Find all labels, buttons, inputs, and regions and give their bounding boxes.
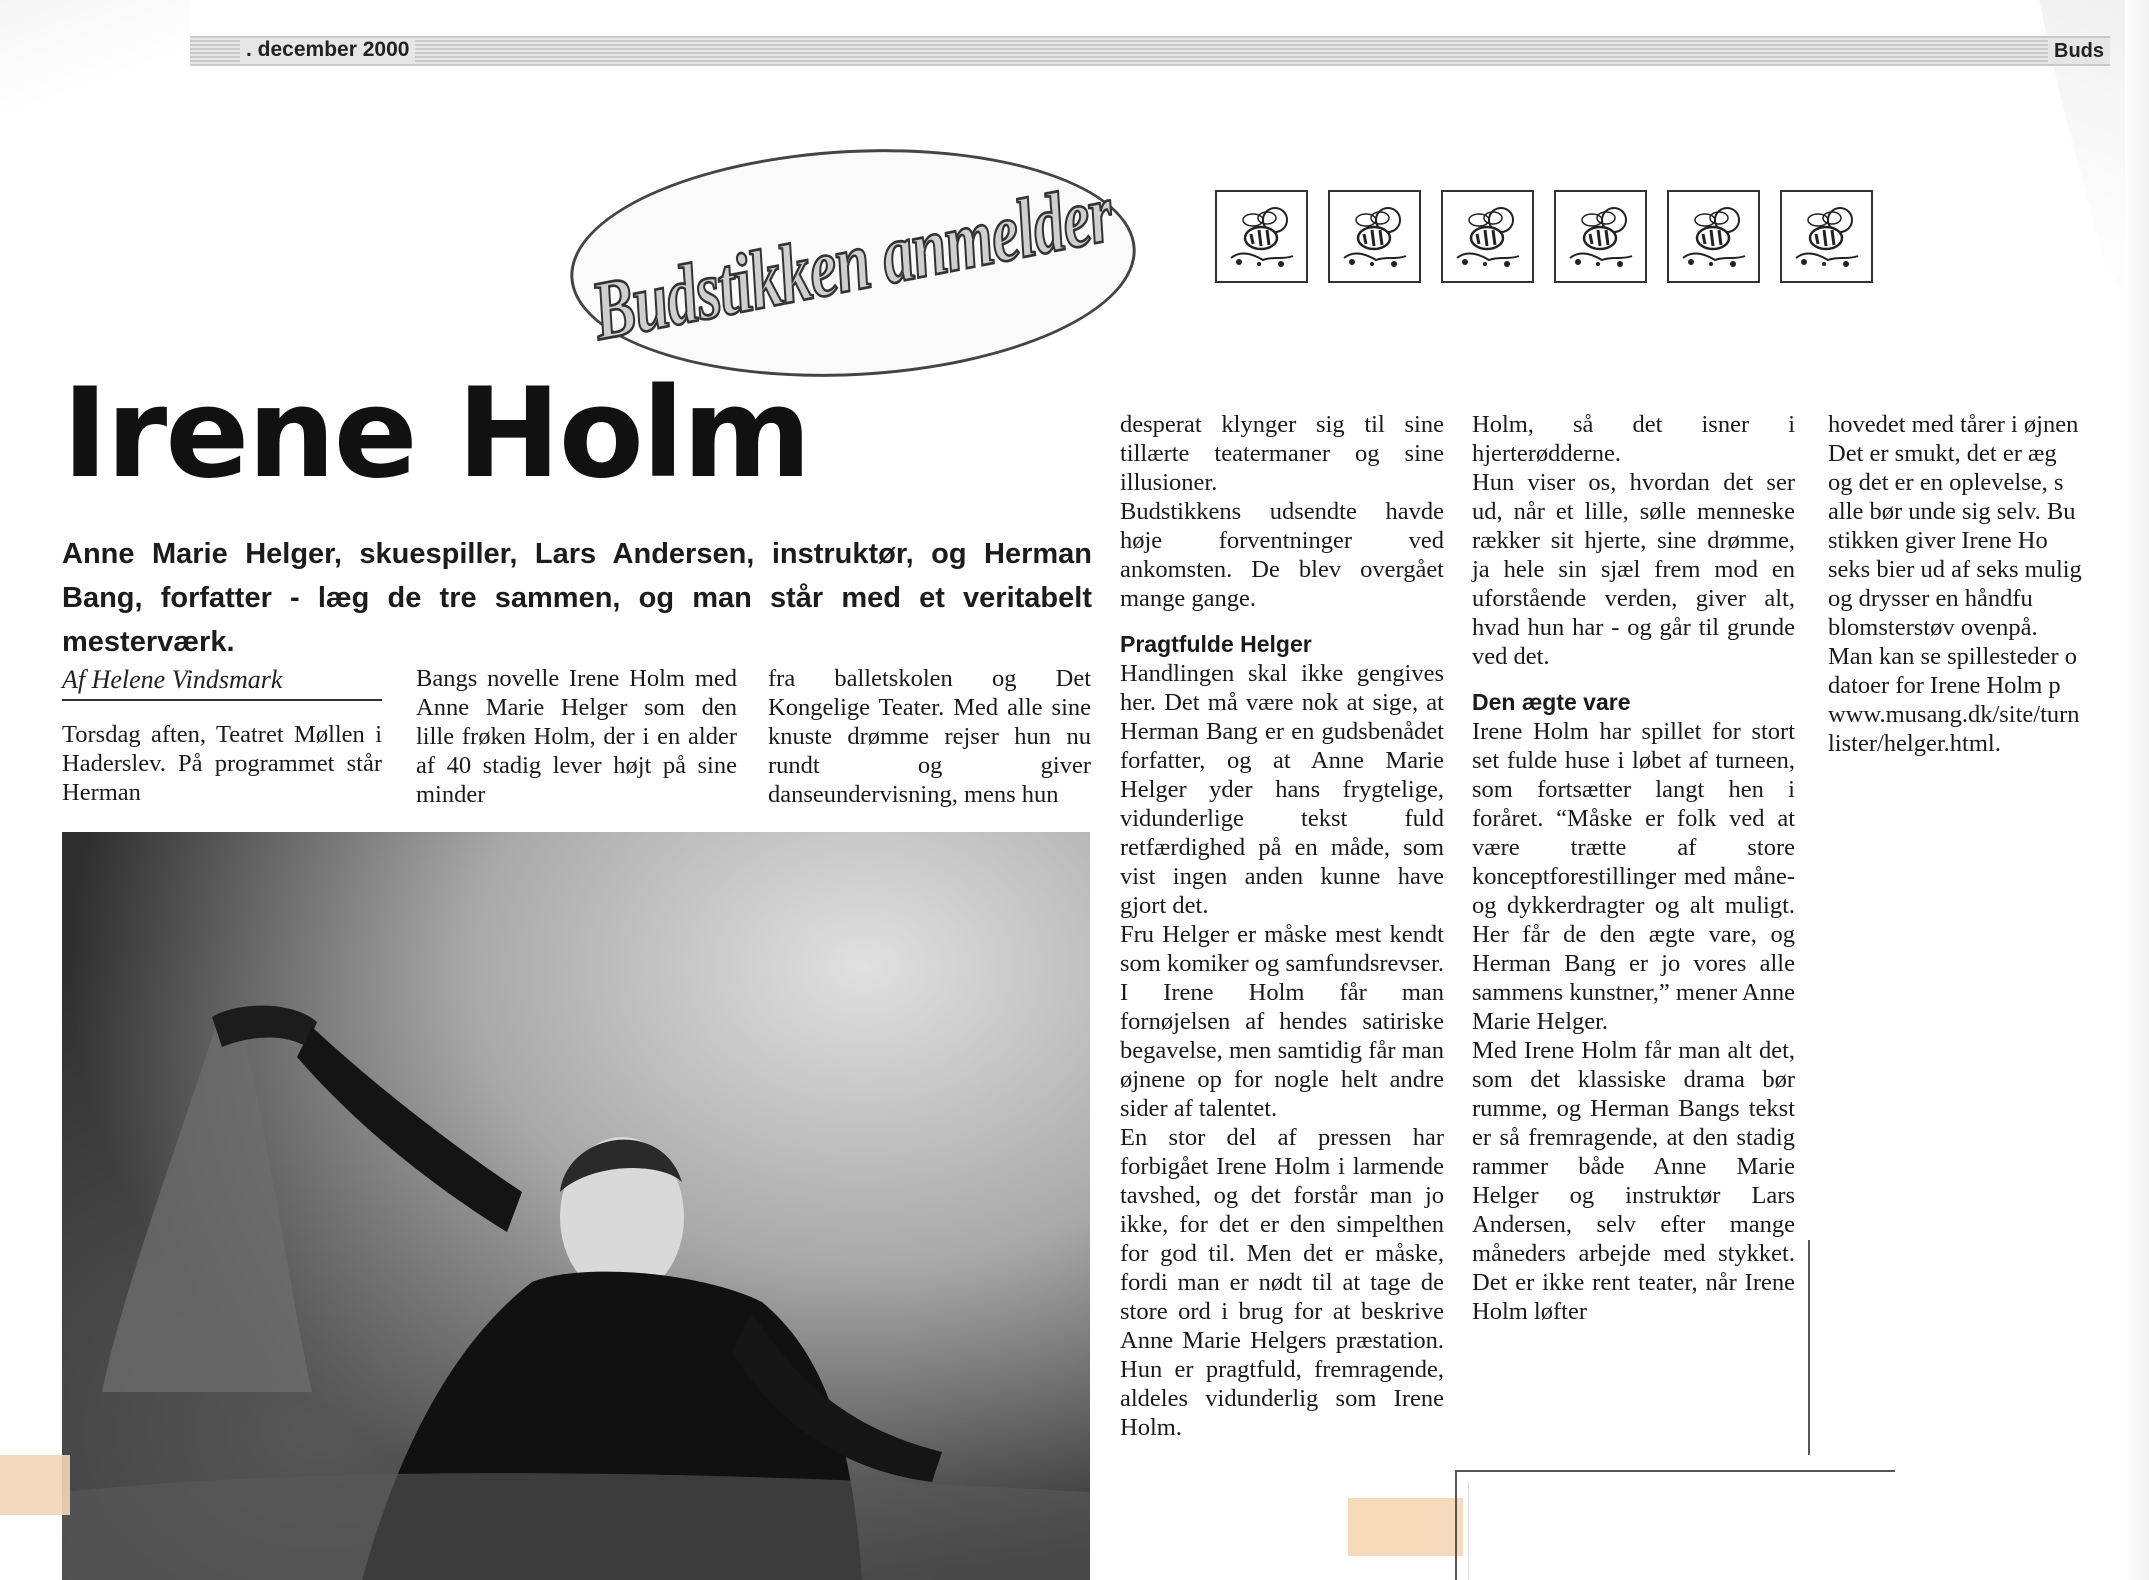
article-headline: Irene Holm <box>62 362 810 506</box>
dancer-photo-illustration <box>62 832 1090 1580</box>
text-line: alle bør unde sig selv. Bu <box>1828 498 2076 525</box>
text-line: Det er smukt, det er æg <box>1828 440 2057 467</box>
text-line: stikken giver Irene Ho <box>1828 527 2048 554</box>
divider <box>1808 1240 1810 1455</box>
text-line: hovedet med tårer i øjnen <box>1828 411 2079 438</box>
article-lead: Anne Marie Helger, skuespiller, Lars Andersen, instruktør, og Herman Bang, forfatter - læg de tre sammen, og man står med et veritabelt mesterværk. <box>62 538 1092 658</box>
text-line: seks bier ud af seks mulig <box>1828 556 2082 583</box>
subheading: Pragtfulde Helger <box>1120 631 1312 657</box>
newspaper-header-bar <box>190 36 2110 66</box>
text-line: Man kan se spillesteder o <box>1828 643 2078 670</box>
bee-rating-icon <box>1780 190 1873 283</box>
bee-rating-icon <box>1328 190 1421 283</box>
article-column-1 <box>62 720 382 807</box>
bee-rating <box>1215 190 1873 283</box>
paragraph: Irene Holm har spillet for stort set fulde huse i løbet af turneen, som fortsætter langt hen i foråret. “Måske er folk ved at være trætte af store konceptforestillinger med måne- og dykkerdragter og alt muligt. Her får de den ægte vare, og Herman Bang er jo vores alle sammens kunstner,” mener Anne Marie Helger. <box>1472 718 1795 1035</box>
paragraph: En stor del af pressen har forbigået Irene Holm i larmende tavshed, og det forstår man jo ikke, for det er den simpelthen for god til. Men det er måske, fordi man er nødt til at tage de store ord i brug for at beskrive Anne Marie Helgers præstation. Hun er pragtfuld, fremragende, aldeles vidunderlig som Irene Holm. <box>1120 1124 1444 1441</box>
text-line: og drysser en håndfu <box>1828 585 2033 612</box>
byline: Af Helene Vindsmark <box>62 665 382 701</box>
paragraph: Handlingen skal ikke gengives her. Det må være nok at sige, at Herman Bang er en gudsbenådet forfatter, og at Anne Marie Helger yder hans frygtelige, vidunderlige tekst fuld retfærdighed på en måde, som vist ingen anden kunne have gjort det. <box>1120 660 1444 919</box>
paragraph: fra balletskolen og Det Kongelige Teater. Med alle sine knuste drømme rejser hun nu rundt og giver danseundervisning, mens hun <box>768 665 1091 808</box>
subheading: Den ægte vare <box>1472 689 1631 715</box>
article-column-5 <box>1472 410 1795 1326</box>
paragraph: Bangs novelle Irene Holm med Anne Marie Helger som den lille frøken Holm, der i en alder af 40 stadig lever højt på sine minder <box>416 665 737 808</box>
paragraph: desperat klynger sig til sine tillærte teatermaner og sine illusioner. <box>1120 411 1444 496</box>
divider <box>1455 1470 1895 1472</box>
paragraph: Med Irene Holm får man alt det, som det klassiske drama bør rumme, og Herman Bangs tekst er så fremragende, at den stadig rammer både Anne Marie Helger og instruktør Lars Andersen, selv efter mange måneders arbejde med stykket. Det er ikke rent teater, når Irene Holm løfter <box>1472 1037 1795 1325</box>
paragraph: Torsdag aften, Teatret Møllen i Haderslev. På programmet står Herman <box>62 721 382 806</box>
text-line: lister/helger.html. <box>1828 730 2001 757</box>
text-line: datoer for Irene Holm p <box>1828 672 2061 699</box>
bee-rating-icon <box>1554 190 1647 283</box>
article-column-3 <box>768 664 1091 809</box>
article-photo <box>62 832 1090 1580</box>
article-column-2 <box>416 664 737 809</box>
tape-strip <box>1348 1498 1463 1556</box>
divider <box>1455 1470 1457 1580</box>
bee-rating-icon <box>1215 190 1308 283</box>
review-section-logo <box>564 135 1141 390</box>
tape-strip <box>0 1455 70 1515</box>
paragraph: Fru Helger er måske mest kendt som komiker og samfundsrevser. I Irene Holm får man fornøjelsen af hendes satiriske begavelse, men samtidig får man øjnene op for nogle helt andre sider af talentet. <box>1120 921 1444 1122</box>
paragraph: Budstikkens udsendte havde høje forventninger ved ankomsten. De blev overgået mange gange. <box>1120 498 1444 612</box>
text-line: blomsterstøv ovenpå. <box>1828 614 2038 641</box>
newspaper-name: Buds <box>2048 40 2110 63</box>
bee-rating-icon <box>1667 190 1760 283</box>
article-column-6 <box>1828 410 2118 758</box>
paper-sticker <box>1468 1482 1889 1580</box>
paragraph: Hun viser os, hvordan det ser ud, når et lille, sølle menneske rækker sit hjerte, sine drømme, ja hele sin sjæl frem mod en uforstående verden, giver alt, hvad hun har - og går til grunde ved det. <box>1472 469 1795 670</box>
issue-date: . december 2000 <box>240 38 415 62</box>
review-section-logo-text: Budstikken anmelder <box>585 167 1121 358</box>
bee-rating-icon <box>1441 190 1534 283</box>
text-line: www.musang.dk/site/turn <box>1828 701 2080 728</box>
paragraph: Holm, så det isner i hjerterødderne. <box>1472 411 1795 467</box>
article-column-4 <box>1120 410 1444 1442</box>
torn-paper-corner <box>0 0 190 130</box>
text-line: og det er en oplevelse, s <box>1828 469 2064 496</box>
paper-edge <box>2125 0 2149 1580</box>
